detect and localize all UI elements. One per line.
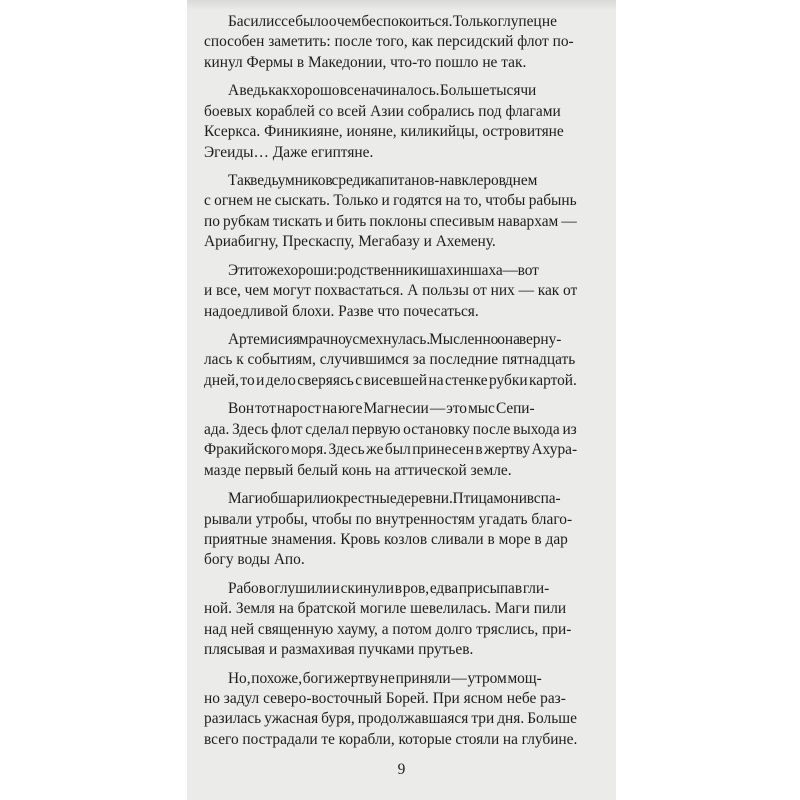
text-line: разилась ужасная буря, продолжавшаяся три дня. Больше <box>204 710 577 728</box>
page-edge <box>187 0 616 10</box>
text-line: всего пострадали те корабли, которые стояли на глубине. <box>204 730 578 748</box>
text-line: Маги обшарили окрестные деревни. Птицам они вспа- <box>228 490 561 508</box>
text-line: Эти тоже хороши: родственники шахиншаха — вот <box>228 261 539 279</box>
text-line: боевых кораблей со всей Азии собрались под флагами <box>204 102 561 120</box>
text-line: плясывая и размахивая пучками прутьев. <box>204 641 474 659</box>
text-line: по рубкам тискать и бить поклоны спесивым навархам — <box>204 212 577 230</box>
page-number: 9 <box>397 761 406 778</box>
text-line: рывали утробы, чтобы по внутренностям угадать благо- <box>204 510 573 528</box>
paragraph <box>204 171 601 253</box>
text-line: кинул Фермы в Македонии, что-то пошло не так. <box>204 53 527 71</box>
paragraph <box>204 12 601 73</box>
text-line: но задул северо-восточный Борей. При ясном небе раз- <box>204 689 566 707</box>
text-line: А ведь как хорошо все начиналось. Больше тысячи <box>228 82 537 100</box>
text-line: ада. Здесь флот сделал первую остановку после выхода из <box>204 420 577 438</box>
text-line: дней, то и дело сверяясь с висевшей на стенке рубки картой. <box>204 371 577 389</box>
text-line: надоедливой блохи. Разве что почесаться. <box>204 302 479 320</box>
paragraph <box>204 261 601 322</box>
text-line: Ариабигну, Прескаспу, Мегабазу и Ахемену. <box>204 233 496 251</box>
text-line: лась к событиям, случившимся за последние пятнадцать <box>204 351 576 369</box>
text-line: приятные знамения. Кровь козлов сливали в море в дар <box>204 530 568 548</box>
text-line: мазде первый белый конь на аттической земле. <box>204 461 512 479</box>
text-line: и все, чем могут похвастаться. А пользы от них — как от <box>204 282 578 300</box>
paragraph <box>204 489 601 571</box>
text-line: Фракийского моря. Здесь же был принесен в жертву Ахура- <box>204 441 578 459</box>
paragraph <box>204 330 601 391</box>
text-line: способен заметить: после того, как персидский флот по- <box>204 33 574 51</box>
text-line: с огнем не сыскать. Только и годятся на то, чтобы рабынь <box>204 192 577 210</box>
paragraph <box>204 81 601 163</box>
body-text <box>204 12 601 758</box>
text-line: Так ведь умников среди капитанов-навклеров днем <box>228 172 538 190</box>
paragraph <box>204 399 601 481</box>
text-line: Ксеркса. Финикияне, ионяне, киликийцы, островитяне <box>204 123 564 141</box>
text-line: над ней священную хауму, а потом долго тряслись, при- <box>204 620 572 638</box>
paragraph <box>204 669 601 751</box>
paragraph <box>204 579 601 661</box>
text-line: Вон тот нарост на юге Магнесии — это мыс Сепи- <box>228 400 535 418</box>
text-line: Басилиссе было о чем беспокоиться. Только глупец не <box>228 13 557 30</box>
text-line: ной. Земля на братской могиле шевелилась. Маги пили <box>204 600 567 618</box>
text-line: Артемисия мрачно усмехнулась. Мысленно она верну- <box>228 331 562 349</box>
book-page <box>187 0 616 800</box>
text-line: Рабов оглушили и скинули в ров, едва присыпав гли- <box>228 579 550 597</box>
text-line: Эгеиды… Даже египтяне. <box>204 143 374 161</box>
text-line: Но, похоже, боги жертву не приняли — утром мощ- <box>228 669 542 687</box>
text-line: богу воды Апо. <box>204 551 305 569</box>
